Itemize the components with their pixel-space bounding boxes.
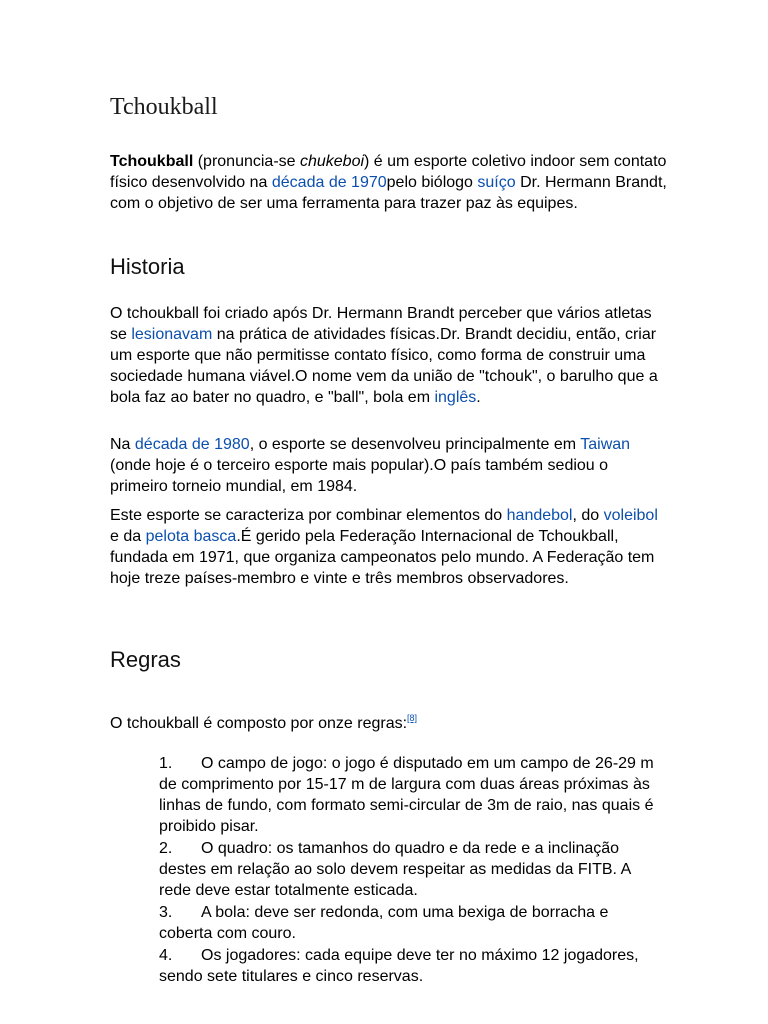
link-decada-1970[interactable]: década de 1970: [271, 174, 387, 191]
link-suico[interactable]: suíço: [477, 174, 516, 191]
historia-p3-text-1: Este esporte se caracteriza por combinar elementos do: [110, 507, 507, 524]
historia-p1-text-3: .: [476, 389, 481, 406]
historia-paragraph-1: [110, 303, 670, 408]
intro-text-1: (pronuncia-se: [193, 153, 300, 170]
link-lesionavam[interactable]: lesionavam: [131, 326, 213, 343]
historia-paragraph-3: [110, 505, 670, 589]
link-decada-1980[interactable]: década de 1980: [134, 436, 250, 453]
historia-p3-text-2: , do: [572, 507, 604, 524]
page-title: Tchoukball: [110, 94, 218, 120]
link-pelota-basca[interactable]: pelota basca: [145, 528, 237, 545]
historia-p3-text-3: e da: [110, 528, 146, 545]
list-item-text: A bola: deve ser redonda, com uma bexiga de borracha e coberta com couro.: [159, 904, 609, 942]
list-item: [159, 838, 659, 901]
historia-p3-text-4: .É gerido pela Federação Internacional de Tchoukball, fundada em 1971, que organiza campeonatos pelo mundo. A Federação tem hoje treze países-membro e vinte e três membros observadores.: [110, 528, 655, 587]
link-taiwan[interactable]: Taiwan: [580, 436, 631, 453]
link-ingles[interactable]: inglês: [434, 389, 477, 406]
list-item-text: O campo de jogo: o jogo é disputado em um campo de 26-29 m de comprimento por 15-17 m de largura com duas áreas próximas às linhas de fundo, com formato semi-circular de 3m de raio, nas quais é proibido pisar.: [159, 755, 654, 835]
historia-p1-text-1: O tchoukball foi criado após Dr. Hermann Brandt perceber que vários atletas se: [110, 305, 652, 343]
intro-bold-term: Tchoukball: [110, 153, 194, 170]
list-item-number: 3.: [159, 904, 173, 921]
historia-paragraph-2: [110, 434, 670, 497]
heading-regras: Regras: [110, 647, 181, 672]
intro-text-2: ) é um esporte coletivo indoor sem contato físico desenvolvido na: [110, 153, 667, 191]
regras-intro: [110, 713, 670, 734]
regras-intro-text: O tchoukball é composto por onze regras:: [110, 715, 408, 732]
heading-historia: Historia: [110, 254, 185, 279]
list-item: [159, 902, 659, 944]
list-item: [159, 753, 659, 837]
historia-p1-text-2: na prática de atividades físicas.Dr. Brandt decidiu, então, criar um esporte que não permitisse contato físico, como forma de construir uma sociedade humana viável.O nome vem da união de "tchouk", o barulho que a bola faz ao bater no quadro, e "ball", bola em: [110, 326, 658, 406]
list-item-text: Os jogadores: cada equipe deve ter no máximo 12 jogadores, sendo sete titulares e cinco reservas.: [159, 947, 639, 985]
intro-paragraph: [110, 151, 670, 214]
list-item-text: O quadro: os tamanhos do quadro e da rede e a inclinação destes em relação ao solo devem respeitar as medidas da FITB. A rede deve estar totalmente esticada.: [159, 840, 631, 899]
intro-pronunciation: chukeboi: [299, 153, 365, 170]
link-handebol[interactable]: handebol: [506, 507, 573, 524]
list-item: [159, 945, 659, 987]
intro-text-4: Dr. Hermann Brandt, com o objetivo de ser uma ferramenta para trazer paz às equipes.: [110, 174, 667, 212]
reference-superscript: [407, 713, 417, 723]
historia-p2-text-3: (onde hoje é o terceiro esporte mais popular).O país também sediou o primeiro torneio mundial, em 1984.: [110, 457, 609, 495]
list-item-number: 4.: [159, 947, 173, 964]
list-item-number: 1.: [159, 755, 173, 772]
historia-p2-text-1: Na: [110, 436, 135, 453]
intro-text-3: pelo biólogo: [386, 174, 478, 191]
rules-list: [159, 753, 659, 988]
link-voleibol[interactable]: voleibol: [603, 507, 658, 524]
list-item-number: 2.: [159, 840, 173, 857]
historia-p2-text-2: , o esporte se desenvolveu principalmente em: [249, 436, 581, 453]
reference-link-8[interactable]: [8]: [407, 713, 418, 723]
